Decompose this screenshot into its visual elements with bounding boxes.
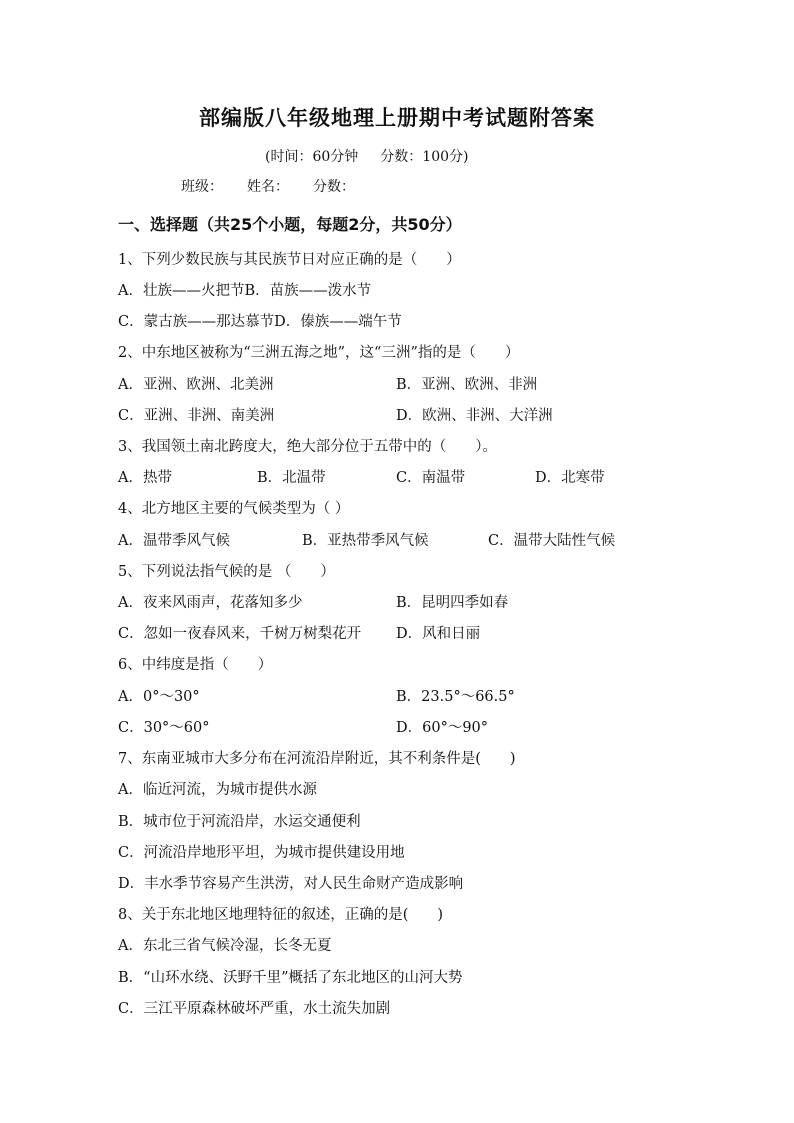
question-5-option-d: D．风和日丽 [396, 626, 481, 642]
question-5-option-c: C．忽如一夜春风来，千树万树梨花开 [118, 626, 362, 642]
question-7-stem: 7、东南亚城市大多分布在河流沿岸附近，其不利条件是( ) [118, 751, 516, 767]
question-7-option-d: D．丰水季节容易产生洪涝，对人民生命财产造成影响 [118, 876, 464, 892]
page-title: 部编版八年级地理上册期中考试题附答案 [199, 106, 595, 130]
question-6-option-d: D．60°～90° [396, 720, 489, 736]
question-2-option-d: D．欧洲、非洲、大洋洲 [396, 408, 553, 424]
question-2-option-b: B．亚洲、欧洲、非洲 [396, 377, 538, 393]
question-4-option-c: C．温带大陆性气候 [488, 533, 616, 549]
section-heading: 一、选择题（共25个小题，每题2分，共50分） [118, 215, 462, 234]
question-3-option-b: B．北温带 [257, 470, 326, 486]
question-7-option-c: C．河流沿岸地形平坦，为城市提供建设用地 [118, 845, 405, 861]
question-4-option-b: B．亚热带季风气候 [302, 533, 429, 549]
question-6-option-c: C．30°～60° [118, 720, 210, 736]
question-1-options-cd: C．蒙古族——那达慕节D．傣族——端午节 [118, 314, 402, 330]
question-6-option-a: A．0°～30° [118, 689, 200, 705]
question-6-option-b: B．23.5°～66.5° [396, 689, 515, 705]
question-6-stem: 6、中纬度是指（ ） [118, 657, 273, 673]
name-label: 姓名： [247, 179, 289, 195]
question-2-option-c: C．亚洲、非洲、南美洲 [118, 408, 275, 424]
question-7-option-b: B．城市位于河流沿岸，水运交通便利 [118, 814, 361, 830]
question-2-option-a: A．亚洲、欧洲、北美洲 [118, 377, 274, 393]
time-limit: (时间：60分钟 [265, 149, 359, 165]
question-3-option-a: A．热带 [118, 470, 172, 486]
question-4-stem: 4、北方地区主要的气候类型为（ ） [118, 501, 350, 517]
question-8-option-c: C．三江平原森林破坏严重，水土流失加剧 [118, 1001, 391, 1017]
question-5-stem: 5、下列说法指气候的是 （ ） [118, 564, 335, 580]
question-5-option-b: B．昆明四季如春 [396, 595, 509, 611]
question-3-option-c: C．南温带 [396, 470, 466, 486]
question-5-option-a: A．夜来风雨声，花落知多少 [118, 595, 303, 611]
question-7-option-a: A．临近河流，为城市提供水源 [118, 782, 317, 798]
class-label: 班级： [181, 179, 223, 195]
exam-meta [265, 146, 468, 166]
question-1-stem: 1、下列少数民族与其民族节日对应正确的是（ ） [118, 252, 461, 268]
student-info [181, 176, 379, 196]
question-3-option-d: D．北寒带 [535, 470, 605, 486]
question-8-option-b: B．“山环水绕、沃野千里”概括了东北地区的山河大势 [118, 970, 463, 986]
total-score: 分数：100分) [380, 149, 469, 165]
question-2-stem: 2、中东地区被称为“三洲五海之地”，这“三洲”指的是（ ） [118, 345, 520, 361]
question-4-option-a: A．温带季风气候 [118, 533, 230, 549]
question-1-options-ab: A．壮族——火把节B．苗族——泼水节 [118, 283, 372, 299]
mark-label: 分数： [313, 179, 355, 195]
question-3-stem: 3、我国领土南北跨度大，绝大部分位于五带中的（ ）。 [118, 439, 497, 455]
question-8-option-a: A．东北三省气候冷湿，长冬无夏 [118, 938, 332, 954]
question-8-stem: 8、关于东北地区地理特征的叙述，正确的是( ) [118, 907, 444, 923]
